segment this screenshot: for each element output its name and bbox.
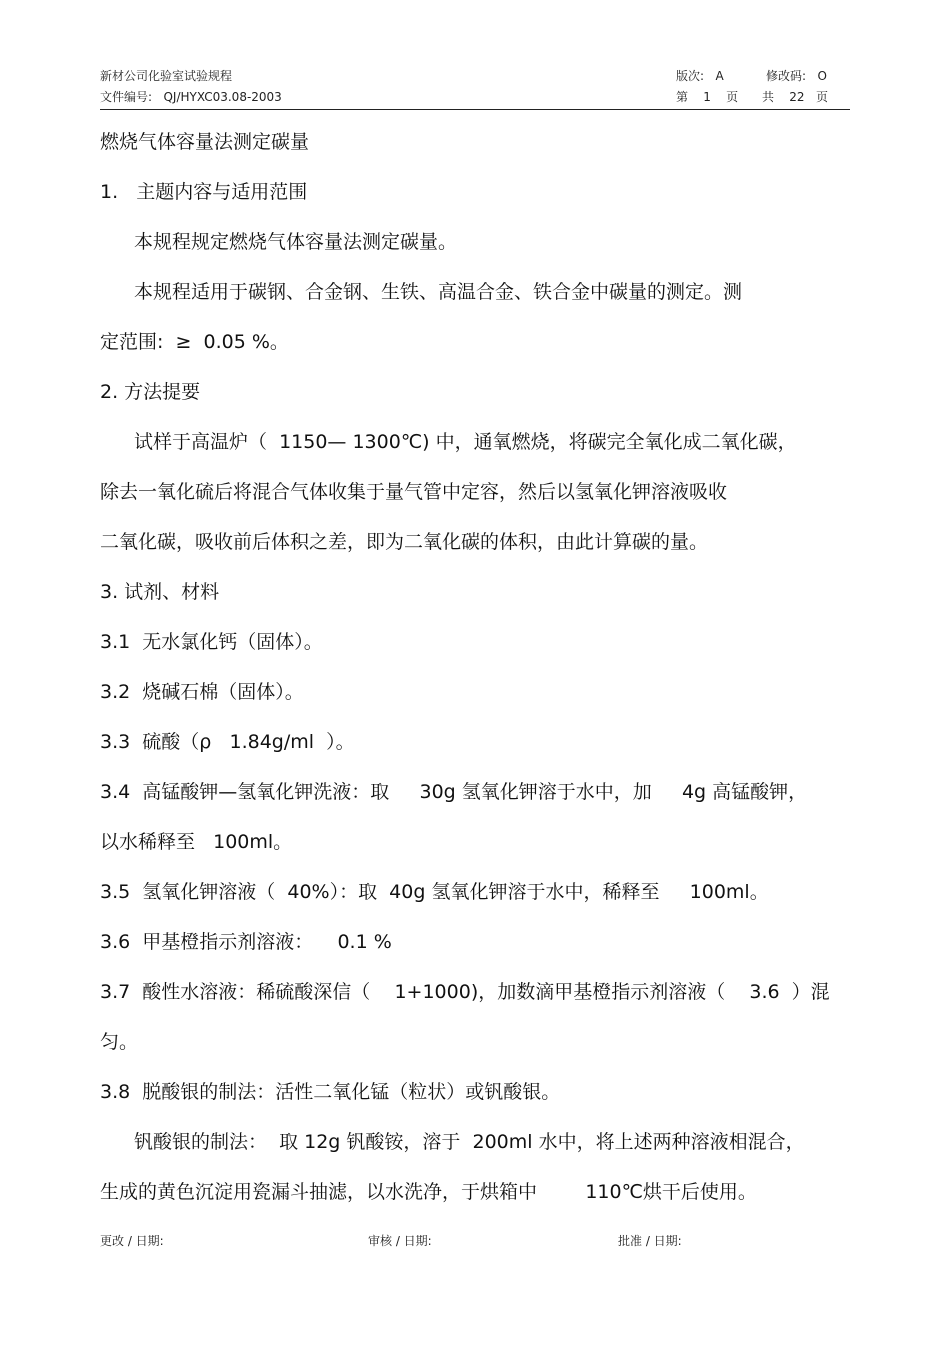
section-1-paragraph-2-line-2: 定范围: ≥ 0.05 %。: [100, 331, 289, 353]
section-1-paragraph-1: 本规程规定燃烧气体容量法测定碳量。: [134, 231, 458, 253]
item-3-7-line-1: 3.7 酸性水溶液：稀硫酸深信（ 1+1000)，加数滴甲基橙指示剂溶液（ 3.6 ）混: [100, 981, 830, 1003]
header-page-number: 第 1 页: [676, 90, 739, 104]
header-total-pages: 共 22 页: [762, 90, 828, 104]
section-2-line-2: 除去一氧化硫后将混合气体收集于量气管中定容，然后以氢氧化钾溶液吸收: [100, 481, 728, 503]
item-3-4-line-2: 以水稀释至 100ml。: [100, 831, 293, 853]
section-1-paragraph-2-line-1: 本规程适用于碳钢、合金钢、生铁、高温合金、铁合金中碳量的测定。测: [134, 281, 743, 303]
item-3-4-line-1: 3.4 高锰酸钾—氢氧化钾洗液：取 30g 氢氧化钾溶于水中，加 4g 高锰酸钾，: [100, 781, 808, 803]
item-3-8-paragraph-line-1: 钒酸银的制法： 取 12g 钒酸铵，溶于 200ml 水中，将上述两种溶液相混合，: [134, 1131, 805, 1153]
header-version: 版次: A: [676, 69, 724, 83]
footer-approve-date: 批准 / 日期:: [618, 1234, 682, 1248]
header-divider: [100, 109, 850, 110]
section-3-heading: 3. 试剂、材料: [100, 581, 220, 603]
header-file-number: 文件编号: QJ/HYXC03.08-2003: [100, 90, 282, 104]
item-3-8: 3.8 脱酸银的制法：活性二氧化锰（粒状）或钒酸银。: [100, 1081, 561, 1103]
document-title: 燃烧气体容量法测定碳量: [100, 131, 310, 153]
footer-review-date: 审核 / 日期:: [368, 1234, 432, 1248]
section-2-heading: 2. 方法提要: [100, 381, 201, 403]
item-3-1: 3.1 无水氯化钙（固体）。: [100, 631, 323, 653]
section-2-line-3: 二氧化碳，吸收前后体积之差，即为二氧化碳的体积，由此计算碳的量。: [100, 531, 709, 553]
item-3-7-line-2: 匀。: [100, 1031, 139, 1053]
item-3-2: 3.2 烧碱石棉（固体）。: [100, 681, 304, 703]
section-2-line-1: 试样于高温炉（ 1150— 1300℃) 中，通氧燃烧，将碳完全氧化成二氧化碳，: [134, 431, 797, 453]
item-3-5: 3.5 氢氧化钾溶液（ 40%）：取 40g 氢氧化钾溶于水中，稀释至 100ml。: [100, 881, 769, 903]
item-3-3: 3.3 硫酸（ρ 1.84g/ml ）。: [100, 731, 355, 753]
header-revision: 修改码: O: [766, 69, 827, 83]
footer-change-date: 更改 / 日期:: [100, 1234, 164, 1248]
item-3-6: 3.6 甲基橙指示剂溶液： 0.1 %: [100, 931, 392, 953]
item-3-8-paragraph-line-2: 生成的黄色沉淀用瓷漏斗抽滤，以水洗净，于烘箱中 110℃烘干后使用。: [100, 1181, 757, 1203]
header-company-doc: 新材公司化验室试验规程: [100, 69, 233, 83]
section-1-heading: 1. 主题内容与适用范围: [100, 181, 308, 203]
